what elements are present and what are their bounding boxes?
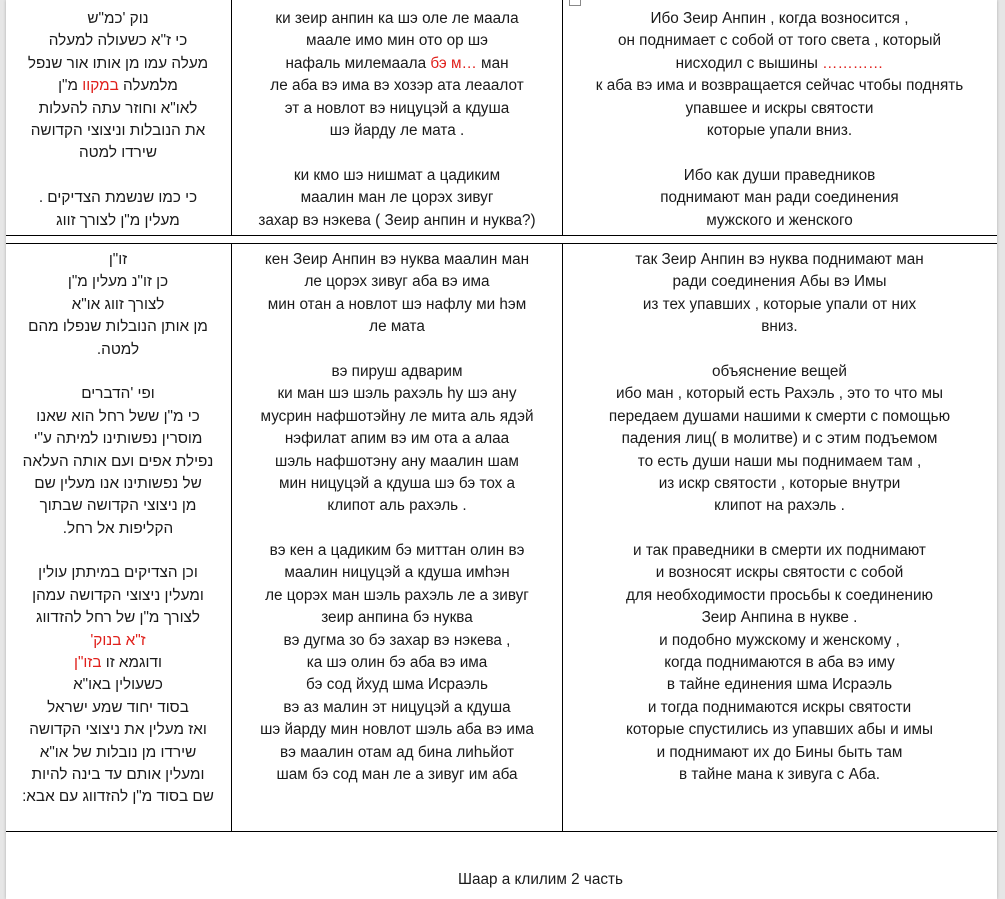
line-text: поднимают ман ради соединения — [660, 189, 899, 207]
line-text: которые упали вниз. — [706, 121, 853, 139]
line-text: שירדו מן נובלות של או"א — [39, 743, 197, 761]
text-line — [6, 75, 230, 97]
text-line — [562, 210, 997, 232]
text-line — [232, 630, 562, 652]
text-line — [6, 142, 230, 164]
text-line — [232, 271, 562, 293]
text-line — [232, 607, 562, 629]
text-line — [562, 495, 997, 517]
line-text: мужского и женского — [706, 211, 853, 229]
text-line — [562, 98, 997, 120]
line-text: нафаль милемаала — [285, 54, 431, 72]
text-line — [6, 607, 230, 629]
line-text: зеир анпина бэ нуква — [321, 609, 473, 627]
line-text: кен Зеир Анпин вэ нуква маалин ман — [264, 251, 530, 268]
text-line — [232, 53, 562, 75]
line-text: передаем душами нашими к смерти с помощью — [608, 407, 951, 425]
line-text: вэ пируш адварим — [331, 362, 463, 380]
line-text: и возносят искры святости с собой — [655, 564, 904, 582]
text-line — [6, 786, 230, 808]
line-text: ומעלין ניצוצי הקדושה עמהן — [32, 586, 204, 604]
text-line — [562, 585, 997, 607]
line-text: ле цорэх зивуг аба вэ има — [304, 273, 490, 291]
document-page — [6, 0, 997, 899]
line-text: и поднимают их до Бины быть там — [656, 743, 903, 761]
line-text: ки кмо шэ нишмат а цадиким — [293, 166, 501, 184]
line-text: объяснение вещей — [712, 362, 847, 380]
line-text: מעלה עמו מן אותו אור שנפל — [27, 54, 209, 72]
text-line — [232, 294, 562, 316]
text-line — [232, 451, 562, 473]
line-text: шэль нафшотэну ану маалин шам — [275, 452, 519, 470]
text-line — [562, 742, 997, 764]
line-text: ле цорэх ман шэль рахэль ле а зивуг — [265, 586, 529, 604]
table-row — [6, 243, 997, 832]
line-text: бэ сод йхуд шма Исраэль — [306, 676, 488, 694]
text-line — [562, 30, 997, 52]
highlighted-text: בזו"ן — [74, 654, 102, 672]
line-text: את הנובלות וניצוצי הקדושה — [30, 121, 206, 139]
hebrew-column — [6, 244, 230, 831]
text-line — [562, 451, 997, 473]
line-text: для необходимости просьбы к соединению — [626, 586, 933, 604]
line-text: клипот на рахэль . — [714, 497, 845, 515]
text-line — [232, 562, 562, 584]
blank-line — [562, 339, 997, 361]
line-text: מוסרין נפשותינו למיתה ע"י — [33, 430, 203, 448]
line-text: вэ дугма зо бэ захар вэ нэкева , — [283, 631, 511, 649]
blank-line — [562, 142, 997, 164]
line-text: ле аба вэ има вэ хозэр ата леаалот — [270, 77, 524, 95]
line-text: шам бэ сод ман ле а зивуг им аба — [276, 765, 518, 783]
text-line — [6, 428, 230, 450]
highlighted-text: במקוו — [82, 77, 119, 95]
line-text: мин ницуцэй а кдуша шэ бэ тох а — [278, 474, 516, 492]
line-text: של נפשותינו אנו מעלין שם — [34, 474, 202, 492]
line-text: из тех упавших , которые упали от них — [642, 295, 917, 313]
text-line — [6, 585, 230, 607]
text-line — [562, 271, 997, 293]
text-line — [6, 518, 230, 540]
line-text: ופי 'הדברים — [81, 385, 155, 403]
line-text: הקליפות אל רחל. — [62, 519, 174, 537]
text-line — [562, 764, 997, 786]
text-line — [6, 383, 230, 405]
text-line — [232, 383, 562, 405]
russian-column — [562, 244, 997, 831]
text-line — [562, 294, 997, 316]
text-line — [6, 652, 230, 674]
text-line — [562, 473, 997, 495]
text-line — [6, 249, 230, 271]
line-text: ибо ман , который есть Рахэль , это то что мы — [615, 385, 944, 403]
line-text: ки ман шэ шэль рахэль hу шэ ану — [277, 385, 517, 403]
text-line — [6, 339, 230, 361]
line-text: маале имо мин ото ор шэ — [306, 32, 488, 50]
line-text: ומעלין אותם עד בינה להיות — [31, 765, 205, 783]
text-line — [232, 697, 562, 719]
highlighted-text: ………… — [822, 54, 884, 72]
line-text: לאו"א וחוזר עתה להעלות — [38, 99, 198, 117]
text-line — [232, 98, 562, 120]
table-row — [6, 0, 997, 236]
text-line — [562, 53, 997, 75]
line-text: шэ йарду ле мата . — [329, 121, 465, 139]
line-text: так Зеир Анпин вэ нуква поднимают ман — [635, 251, 924, 268]
blank-line — [6, 361, 230, 383]
blank-line — [6, 165, 230, 187]
text-line — [232, 187, 562, 209]
text-line — [6, 451, 230, 473]
line-text: כי ז"א כשעולה למעלה — [48, 32, 188, 50]
text-line — [232, 473, 562, 495]
text-line — [232, 361, 562, 383]
line-text: מ"ן — [58, 77, 83, 95]
line-text: למטה. — [96, 340, 140, 358]
text-line — [232, 406, 562, 428]
line-text: в тайне единения шма Исраэль — [666, 676, 893, 694]
text-line — [6, 764, 230, 786]
text-line — [562, 652, 997, 674]
line-text: мусрин нафшотэйну ле мита аль ядэй — [260, 407, 534, 425]
line-text: לצורך מ"ן של רחל להזדווג — [35, 609, 200, 627]
line-text: Ибо как души праведников — [683, 166, 876, 184]
line-text: ка шэ олин бэ аба вэ има — [306, 654, 488, 672]
line-text: вэ маалин отам ад бина лиhьйот — [279, 743, 515, 761]
line-text: מעלין מ"ן לצורך זווג — [56, 211, 180, 229]
line-text: к аба вэ има и возвращается сейчас чтобы поднять — [595, 77, 964, 95]
text-line — [232, 428, 562, 450]
line-text: זו"ן — [108, 251, 128, 268]
line-text: маалин ницуцэй а кдуша имhэн — [284, 564, 510, 582]
transliteration-column — [231, 244, 563, 831]
text-line — [562, 674, 997, 696]
line-text: ман — [476, 54, 509, 72]
line-text: בסוד יחוד שמע ישראל — [47, 698, 189, 716]
text-line — [562, 249, 997, 271]
text-line — [562, 540, 997, 562]
line-text: падения лиц( в молитве) и с этим подъемом — [621, 430, 938, 448]
text-line — [562, 406, 997, 428]
blank-line — [6, 540, 230, 562]
line-text: שם בסוד מ"ן להזדווג עם אבא: — [22, 788, 214, 806]
text-line — [562, 316, 997, 338]
text-line — [6, 742, 230, 764]
line-text: ле мата — [369, 318, 425, 336]
text-line — [562, 8, 997, 30]
line-text: маалин ман ле цорэх зивуг — [300, 189, 494, 207]
line-text: וכן הצדיקים במיתתן עולין — [38, 564, 198, 582]
text-line — [232, 719, 562, 741]
text-line — [232, 249, 562, 271]
line-text: в тайне мана к зивуга с Аба. — [679, 765, 880, 783]
text-line — [562, 361, 997, 383]
line-text: и подобно мужскому и женскому , — [659, 631, 900, 649]
text-line — [6, 210, 230, 232]
line-text: мин отан а новлот шэ нафлу ми hэм — [267, 295, 527, 313]
line-text: то есть души наши мы поднимаем там , — [637, 452, 922, 470]
text-line — [562, 630, 997, 652]
line-text: נפילת אפים ועם אותה העלאה — [22, 452, 214, 470]
line-text: из искр святости , которые внутри — [658, 474, 901, 492]
text-line — [562, 120, 997, 142]
line-text: מן ניצוצי הקדושה שבתוך — [39, 497, 197, 515]
text-line — [232, 120, 562, 142]
blank-line — [232, 518, 562, 540]
transliteration-column — [231, 0, 563, 235]
text-line — [232, 585, 562, 607]
russian-column — [562, 0, 997, 235]
line-text: כשעולין באו"א — [73, 676, 163, 694]
line-text: нисходил с вышины — [675, 54, 823, 72]
line-text: ודוגמא זו — [101, 654, 162, 672]
text-line — [6, 406, 230, 428]
text-line — [6, 630, 230, 652]
line-text: שירדו למטה — [78, 144, 157, 162]
text-line — [6, 316, 230, 338]
text-line — [232, 165, 562, 187]
text-line — [6, 473, 230, 495]
text-line — [6, 8, 230, 30]
text-line — [562, 719, 997, 741]
line-text: מן אותן הנובלות שנפלו מהם — [28, 318, 208, 336]
line-text: ки зеир анпин ка шэ оле ле маала — [275, 10, 519, 27]
text-line — [562, 562, 997, 584]
text-line — [232, 674, 562, 696]
text-line — [6, 294, 230, 316]
text-line — [6, 187, 230, 209]
line-text: он поднимает с собой от того света , который — [617, 32, 942, 50]
text-line — [232, 495, 562, 517]
text-line — [232, 316, 562, 338]
text-line — [232, 764, 562, 786]
text-line — [562, 697, 997, 719]
text-line — [562, 383, 997, 405]
line-text: шэ йарду мин новлот шэль аба вэ има — [260, 721, 534, 739]
line-text: ואז מעלין את ניצוצי הקדושה — [29, 721, 207, 739]
text-line — [562, 75, 997, 97]
line-text: и так праведники в смерти их поднимают — [633, 542, 926, 560]
line-text: когда поднимаются в аба вэ иму — [664, 654, 895, 672]
text-line — [6, 98, 230, 120]
line-text: ради соединения Абы вэ Имы — [672, 273, 887, 291]
highlighted-text: ז"א בנוק' — [90, 631, 146, 649]
line-text: которые спустились из упавших абы и имы — [625, 721, 934, 739]
line-text: לצורך זווג או"א — [71, 295, 165, 313]
text-line — [6, 719, 230, 741]
text-line — [562, 187, 997, 209]
text-line — [6, 562, 230, 584]
line-text: вниз. — [761, 318, 798, 336]
line-text: נוק 'כמ"ש — [87, 10, 149, 27]
text-line — [6, 271, 230, 293]
text-line — [6, 697, 230, 719]
text-line — [6, 53, 230, 75]
line-text: вэ кен а цадиким бэ миттан олин вэ — [269, 542, 525, 560]
text-line — [6, 120, 230, 142]
blank-line — [232, 142, 562, 164]
line-text: эт а новлот вэ ницуцэй а кдуша — [284, 99, 510, 117]
line-text: упавшее и искры святости — [685, 99, 874, 117]
line-text: клипот аль рахэль . — [327, 497, 467, 515]
text-line — [232, 742, 562, 764]
text-line — [6, 30, 230, 52]
text-line — [232, 540, 562, 562]
line-text: Зеир Анпина в нукве . — [701, 609, 858, 627]
blank-line — [232, 339, 562, 361]
line-text: מלמעלה — [118, 77, 178, 95]
text-line — [232, 652, 562, 674]
line-text: Ибо Зеир Анпин , когда возносится , — [650, 10, 909, 27]
line-text: כי מ"ן ששל רחל הוא שאנו — [36, 407, 200, 425]
line-text: захар вэ нэкева ( Зеир анпин и нуква?) — [258, 211, 536, 229]
line-text: и тогда поднимаются искры святости — [647, 698, 912, 716]
line-text: כן זו"נ מעלין מ"ן — [67, 273, 169, 291]
hebrew-column — [6, 0, 230, 235]
text-line — [232, 75, 562, 97]
text-line — [232, 8, 562, 30]
line-text: вэ аз малин эт ницуцэй а кдуша — [283, 698, 511, 716]
page-footer: Шаар а клилим 2 часть — [458, 871, 623, 888]
text-line — [6, 674, 230, 696]
text-line — [562, 165, 997, 187]
highlighted-text: бэ м… — [430, 54, 477, 72]
line-text: нэфилат апим вэ им ота а алаа — [284, 430, 510, 448]
text-line — [562, 428, 997, 450]
text-line — [232, 210, 562, 232]
text-line — [562, 607, 997, 629]
text-line — [232, 30, 562, 52]
line-text: כי כמו שנשמת הצדיקים . — [38, 189, 198, 207]
blank-line — [562, 518, 997, 540]
text-line — [6, 495, 230, 517]
